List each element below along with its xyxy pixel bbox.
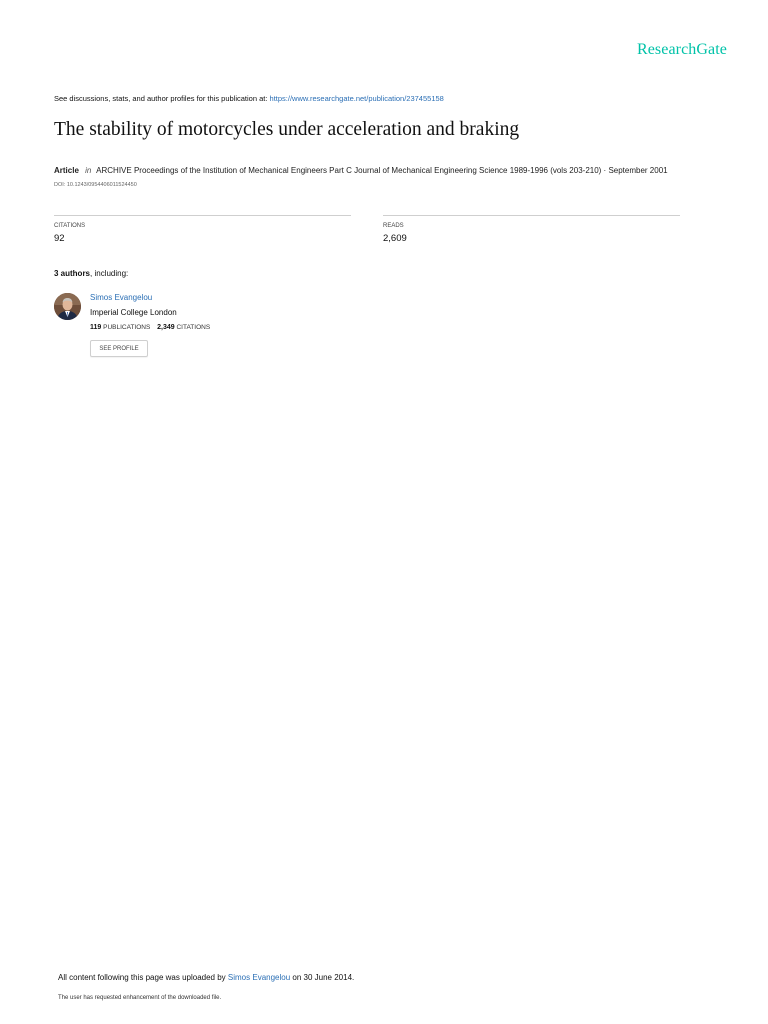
citations-stat xyxy=(54,215,351,244)
authors-heading xyxy=(54,269,128,278)
authors-suffix: , including: xyxy=(90,269,129,278)
in-label: in xyxy=(85,166,92,175)
reads-label: READS xyxy=(383,223,404,229)
publication-url-link[interactable]: https://www.researchgate.net/publication/237455158 xyxy=(269,94,444,103)
author-name-link[interactable]: Simos Evangelou xyxy=(90,293,153,302)
citations-label: CITATIONS xyxy=(54,223,86,229)
author-publications-count: 119 xyxy=(90,324,102,331)
upload-prefix: All content following this page was uploaded by xyxy=(58,973,226,982)
author-institution: Imperial College London xyxy=(90,308,177,317)
uploader-link[interactable]: Simos Evangelou xyxy=(227,973,291,982)
author-photo-icon xyxy=(54,293,81,320)
publication-meta xyxy=(54,166,668,175)
intro-line xyxy=(54,94,444,103)
reads-value: 2,609 xyxy=(383,233,407,244)
enhancement-note: The user has requested enhancement of the downloaded file. xyxy=(58,995,222,1001)
authors-count: 3 authors xyxy=(54,269,91,278)
author-publications-label: PUBLICATIONS xyxy=(103,324,151,331)
citations-value: 92 xyxy=(54,233,65,244)
avatar[interactable] xyxy=(54,293,81,320)
article-type: Article xyxy=(54,166,79,175)
upload-suffix: on 30 June 2014. xyxy=(292,973,355,982)
author-stats xyxy=(90,324,210,331)
author-citations-count: 2,349 xyxy=(157,324,175,331)
upload-note xyxy=(58,973,354,982)
page-title: The stability of motorcycles under acceleration and braking xyxy=(54,119,520,140)
journal-info: ARCHIVE Proceedings of the Institution of Mechanical Engineers Part C Journal of Mechanical Engineering Science 1989-1996 (vols 203-210) · September 2001 xyxy=(96,166,668,175)
author-citations-label: CITATIONS xyxy=(176,324,211,331)
see-profile-button[interactable]: SEE PROFILE xyxy=(90,340,148,357)
reads-stat xyxy=(383,215,680,244)
researchgate-logo[interactable]: ResearchGate xyxy=(636,41,727,58)
doi: DOI: 10.1243/0954406011524450 xyxy=(54,182,137,188)
intro-prefix: See discussions, stats, and author profiles for this publication at: xyxy=(54,94,268,103)
